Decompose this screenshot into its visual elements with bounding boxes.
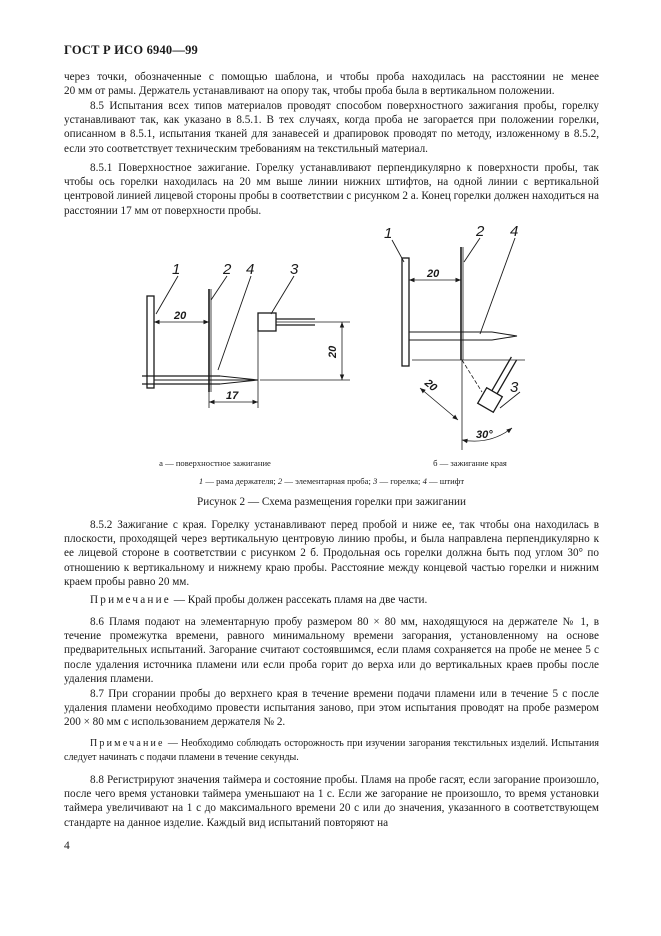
label-2-b: 2 <box>476 223 485 240</box>
dim-angle: 30° <box>476 429 493 441</box>
legend-num-3: 3 <box>373 476 378 486</box>
label-4-b: 4 <box>510 223 519 240</box>
label-3-b: 3 <box>510 379 519 396</box>
dim-20-a-horizontal: 20 <box>174 310 187 322</box>
figure-title: Рисунок 2 — Схема размещения горелки при зажигании <box>197 496 466 508</box>
intro-line-1: через точки, обозначенные с помощью шаблона, и чтобы проба находилась на расстоянии не менее <box>64 71 599 83</box>
legend-text-3: — горелка; <box>377 476 423 486</box>
dim-17: 17 <box>226 390 239 402</box>
holder-frame-a <box>147 296 154 388</box>
label-3-a: 3 <box>290 261 299 278</box>
document-header: ГОСТ Р ИСО 6940—99 <box>64 43 198 57</box>
dim-20-a-vertical: 20 <box>327 345 339 358</box>
dim-20-b-horizontal: 20 <box>427 268 440 280</box>
holder-frame-b <box>402 258 409 366</box>
legend-text-1: — рама держателя; <box>203 476 278 486</box>
dim-20-b-diagonal: 20 <box>422 377 440 395</box>
note-2-label: Примечание <box>90 738 165 749</box>
label-2-a: 2 <box>223 261 232 278</box>
note-1-label: Примечание <box>90 594 171 606</box>
note-1-text: — Край пробы должен рассекать пламя на две части. <box>170 594 428 606</box>
label-1-b: 1 <box>384 225 393 242</box>
legend-num-4: 4 <box>422 476 427 486</box>
caption-a: а — поверхностное зажигание <box>159 458 271 468</box>
burner-a <box>258 313 276 331</box>
paragraph-8-7: 8.7 При сгорании пробы до верхнего края в течение времени подачи пламени или в течение 5 с после удаления пламени необходимо провести испытания заново, при этом испытания проводят на пробе размером 200 × 80 мм с использованием держателя № 2. <box>64 688 599 729</box>
note-2-text: — Необходимо соблюдать осторожность при изучении загорания текстильных изделий. Испытания следует начинать с подачи пламени в течение секунды. <box>64 738 599 763</box>
paragraph-8-5-1: 8.5.1 Поверхностное зажигание. Горелку устанавливают перпендикулярно к поверхности пробы, так чтобы ось горелки находилась на 20 мм выше линии нижних штифтов, на одной линии с вертикальной центровой линией лицевой стороны пробы в соответствии с рисунком 2 а. Конец горелки должен находиться на расстоянии 17 мм от поверхности пробы. <box>64 162 599 217</box>
paragraph-8-5: 8.5 Испытания всех типов материалов проводят способом поверхностного зажигания пробы, горелку устанавливают так, как указано в 8.5.1. В тех случаях, когда проба не загорается при положении горелки, описанном в 8.5.1, испытания тканей для занавесей и драпировок проводят по методу, изложенному в 8.5.2, если это соответствует техническим требованиям на текстильный материал. <box>64 100 599 155</box>
page-number: 4 <box>64 840 70 852</box>
label-1-a: 1 <box>172 261 181 278</box>
legend-num-2: 2 <box>277 476 283 486</box>
figure-legend <box>64 476 599 486</box>
note-1 <box>64 593 599 607</box>
legend-text-4: — штифт <box>426 476 465 486</box>
intro-line-2: 20 мм от рамы. Держатель устанавливают на опору так, чтобы проба была в вертикальном положении. <box>64 85 555 98</box>
paragraph-8-5-2: 8.5.2 Зажигание с края. Горелку устанавливают перед пробой и ниже ее, так чтобы она находилась в плоскости, проходящей через вертикальную центровую линию пробы, и была направлена перпендикулярно к ее лицевой стороне в соответствии с рисунком 2 б. Продольная ось горелки должна быть под углом 30° по отношению к вертикальному и нижнему краю пробы. Расстояние между концевой частью горелки и нижним краем пробы равно 20 мм. <box>64 519 599 588</box>
paragraph-8-6: 8.6 Пламя подают на элементарную пробу размером 80 × 80 мм, находящуюся на держателе № 1, в течение промежутка времени, равного минимальному времени загорания, установленному на основе предварительных испытаний. Загорание считают состоявшимся, если пламя сохраняется на пробе не менее 5 с после удаления источника пламени или если проба горит до верха или до вертикальных краев пробы после удаления пламени. <box>64 616 599 685</box>
label-4-a: 4 <box>246 261 255 278</box>
legend-text-2: — элементарная проба; <box>282 476 373 486</box>
caption-b: б — зажигание края <box>433 458 507 468</box>
paragraph-8-8: 8.8 Регистрируют значения таймера и состояние пробы. Пламя на пробе гасят, если загорание произошло, после чего время установки таймера уменьшают на 1 с. Если же загорание не произошло, то время установки таймера увеличивают на 1 с до максимального времени 20 с или до значения, указанного в соответствующем стандарте на данное изделие. Каждый вид испытаний повторяют на <box>64 774 599 829</box>
legend-num-1: 1 <box>198 476 204 486</box>
note-2 <box>64 737 599 764</box>
